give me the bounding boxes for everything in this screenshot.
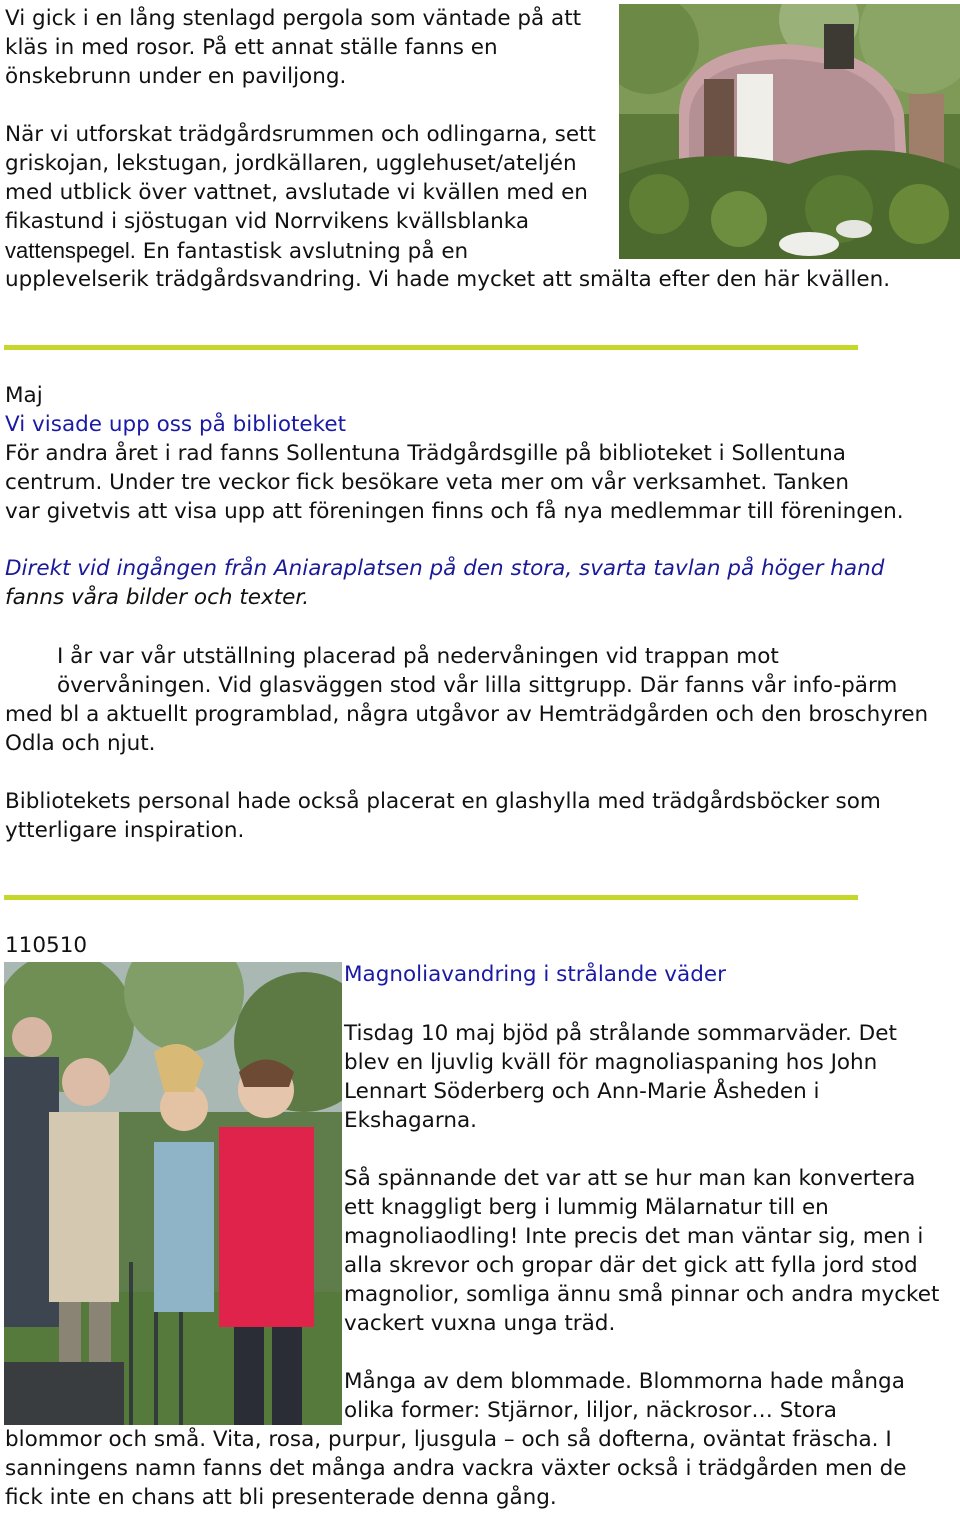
paragraph-line: Många av dem blommade. Blommorna hade många <box>344 1369 905 1394</box>
paragraph-line: olika former: Stjärnor, liljor, näckrosor… Stora <box>344 1398 837 1423</box>
section-heading-magnolia[interactable]: Magnoliavandring i strålande väder <box>344 962 726 987</box>
month-label: Maj <box>5 383 43 408</box>
intro-line: önskebrunn under en paviljong. <box>5 64 347 89</box>
paragraph-line: centrum. Under tre veckor fick besökare veta mer om vår verksamhet. Tanken <box>5 470 849 495</box>
paragraph-line: ytterligare inspiration. <box>5 818 245 843</box>
intro-line: Vi gick i en lång stenlagd pergola som väntade på att <box>5 6 582 31</box>
garden-visitors-photo <box>4 962 342 1425</box>
paragraph-line: fick inte en chans att bli presenterade denna gång. <box>5 1485 557 1510</box>
paragraph-line: Ekshagarna. <box>344 1108 477 1133</box>
paragraph-line: var givetvis att visa upp att föreningen finns och få nya medlemmar till föreningen. <box>5 499 904 524</box>
intro-line: kläs in med rosor. På ett annat ställe fanns en <box>5 35 498 60</box>
paragraph-line: blev en ljuvlig kväll för magnoliaspaning hos John <box>344 1050 878 1075</box>
intro-line: fikastund i sjöstugan vid Norrvikens kvällsblanka <box>5 209 529 234</box>
paragraph-line: Så spännande det var att se hur man kan konvertera <box>344 1166 916 1191</box>
paragraph-line: Tisdag 10 maj bjöd på strålande sommarväder. Det <box>344 1021 897 1046</box>
italic-paragraph-line: Direkt vid ingången från Aniaraplatsen på den stora, svarta tavlan på höger hand <box>5 556 885 581</box>
intro-line: griskojan, lekstugan, jordkällaren, ugglehuset/ateljén <box>5 151 577 176</box>
section-divider <box>4 345 858 350</box>
paragraph-line: med bl a aktuellt programblad, några utgåvor av Hemträdgården och den broschyren <box>5 702 929 727</box>
intro-line: När vi utforskat trädgårdsrummen och odlingarna, sett <box>5 122 596 147</box>
paragraph-line: blommor och små. Vita, rosa, purpur, ljusgula – och så dofterna, oväntat fräscha. I <box>5 1427 892 1452</box>
italic-paragraph-line: fanns våra bilder och texter. <box>5 585 310 610</box>
intro-line: upplevelserik trädgårdsvandring. Vi hade mycket att smälta efter den här kvällen. <box>5 267 891 292</box>
paragraph-line: magnoliaodling! Inte precis det man väntar sig, men i <box>344 1224 924 1249</box>
paragraph-line: För andra året i rad fanns Sollentuna Trädgårdsgille på biblioteket i Sollentuna <box>5 441 846 466</box>
intro-line: med utblick över vattnet, avslutade vi kvällen med en <box>5 180 588 205</box>
earth-cellar-photo <box>619 4 960 259</box>
date-label: 110510 <box>5 933 88 958</box>
paragraph-line: magnolior, somliga ännu små pinnar och andra mycket <box>344 1282 940 1307</box>
paragraph-line: I år var vår utställning placerad på nedervåningen vid trappan mot <box>57 644 779 669</box>
paragraph-line: övervåningen. Vid glasväggen stod vår lilla sittgrupp. Där fanns vår info-pärm <box>57 673 898 698</box>
paragraph-line: Odla och njut. <box>5 731 156 756</box>
section-heading-library[interactable]: Vi visade upp oss på biblioteket <box>5 412 346 437</box>
paragraph-line: vackert vuxna unga träd. <box>344 1311 616 1336</box>
paragraph-line: sanningens namn fanns det många andra vackra växter också i trädgården men de <box>5 1456 907 1481</box>
intro-line-part: En fantastisk avslutning på en <box>142 239 469 264</box>
intro-line <box>5 236 468 266</box>
paragraph-line: Bibliotekets personal hade också placerat en glashylla med trädgårdsböcker som <box>5 789 881 814</box>
paragraph-line: ett knaggligt berg i lummig Mälarnatur till en <box>344 1195 829 1220</box>
section-divider <box>4 895 858 900</box>
paragraph-line: Lennart Söderberg och Ann-Marie Åsheden i <box>344 1079 820 1104</box>
paragraph-line: alla skrevor och gropar där det gick att fylla jord stod <box>344 1253 918 1278</box>
intro-line-part: vattenspegel. <box>5 238 136 263</box>
